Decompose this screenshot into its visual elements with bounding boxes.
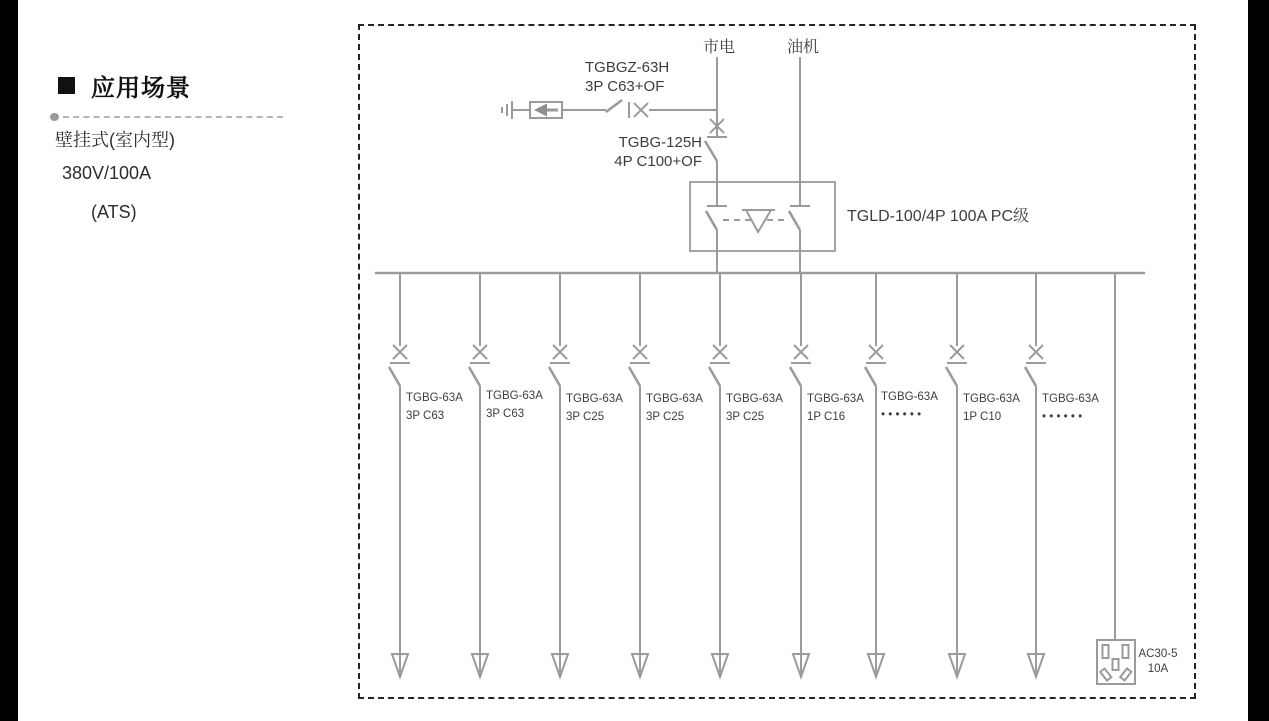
branch-2-model: TGBG-63A [486, 390, 543, 402]
branch-feeder-2 [469, 273, 490, 677]
socket-icon [1097, 640, 1135, 684]
main-breaker-model: TGBG-125H [618, 134, 702, 151]
branch-8-spec: 1P C10 [963, 411, 1002, 423]
socket-rating: 10A [1147, 663, 1169, 675]
branch-feeder-6 [790, 273, 811, 677]
branch-feeder-5 [709, 273, 730, 677]
branch-feeder-8 [946, 273, 967, 677]
section-title: 应用场景 [91, 75, 191, 102]
branch-1-spec: 3P C63 [406, 410, 445, 422]
branch-6-spec: 1P C16 [807, 411, 846, 423]
mains-incomer-line [705, 57, 727, 206]
branch-4-model: TGBG-63A [646, 393, 703, 405]
branch-8-model: TGBG-63A [963, 393, 1020, 405]
branch-9-spec: • • • • • • [1042, 411, 1083, 423]
interlock-icon [723, 210, 788, 232]
mount-type-text: 壁挂式(室内型) [55, 130, 175, 150]
spd-arrester-icon [530, 102, 562, 118]
spd-branch [502, 100, 717, 119]
branch-6-model: TGBG-63A [807, 393, 864, 405]
branch-5-model: TGBG-63A [726, 393, 783, 405]
branch-2-spec: 3P C63 [486, 408, 525, 420]
branch-4-spec: 3P C25 [646, 411, 685, 423]
ats-switch-box [690, 182, 835, 273]
branch-feeder-9 [1025, 273, 1046, 677]
spd-breaker-model: TGBGZ-63H [585, 59, 670, 76]
main-breaker-spec: 4P C100+OF [614, 153, 702, 170]
ats-label: TGLD-100/4P 100A PC级 [847, 208, 1030, 225]
branch-3-model: TGBG-63A [566, 393, 623, 405]
mains-source-label: 市电 [702, 39, 736, 56]
spd-breaker-spec: 3P C63+OF [585, 78, 665, 95]
ground-icon [502, 101, 512, 119]
branch-feeder-4 [629, 273, 650, 677]
ats-text: (ATS) [91, 202, 137, 222]
branch-7-model: TGBG-63A [881, 391, 938, 403]
branch-9-model: TGBG-63A [1042, 393, 1099, 405]
socket-model: AC30-5 [1138, 648, 1178, 660]
generator-source-label: 油机 [786, 39, 820, 56]
branch-3-spec: 3P C25 [566, 411, 605, 423]
branch-5-spec: 3P C25 [726, 411, 765, 423]
branch-1-model: TGBG-63A [406, 392, 463, 404]
branch-feeder-7 [865, 273, 886, 677]
branch-7-spec: • • • • • • [881, 409, 922, 421]
branch-feeder-1 [389, 273, 410, 677]
rating-text: 380V/100A [62, 163, 152, 183]
branch-feeder-3 [549, 273, 570, 677]
